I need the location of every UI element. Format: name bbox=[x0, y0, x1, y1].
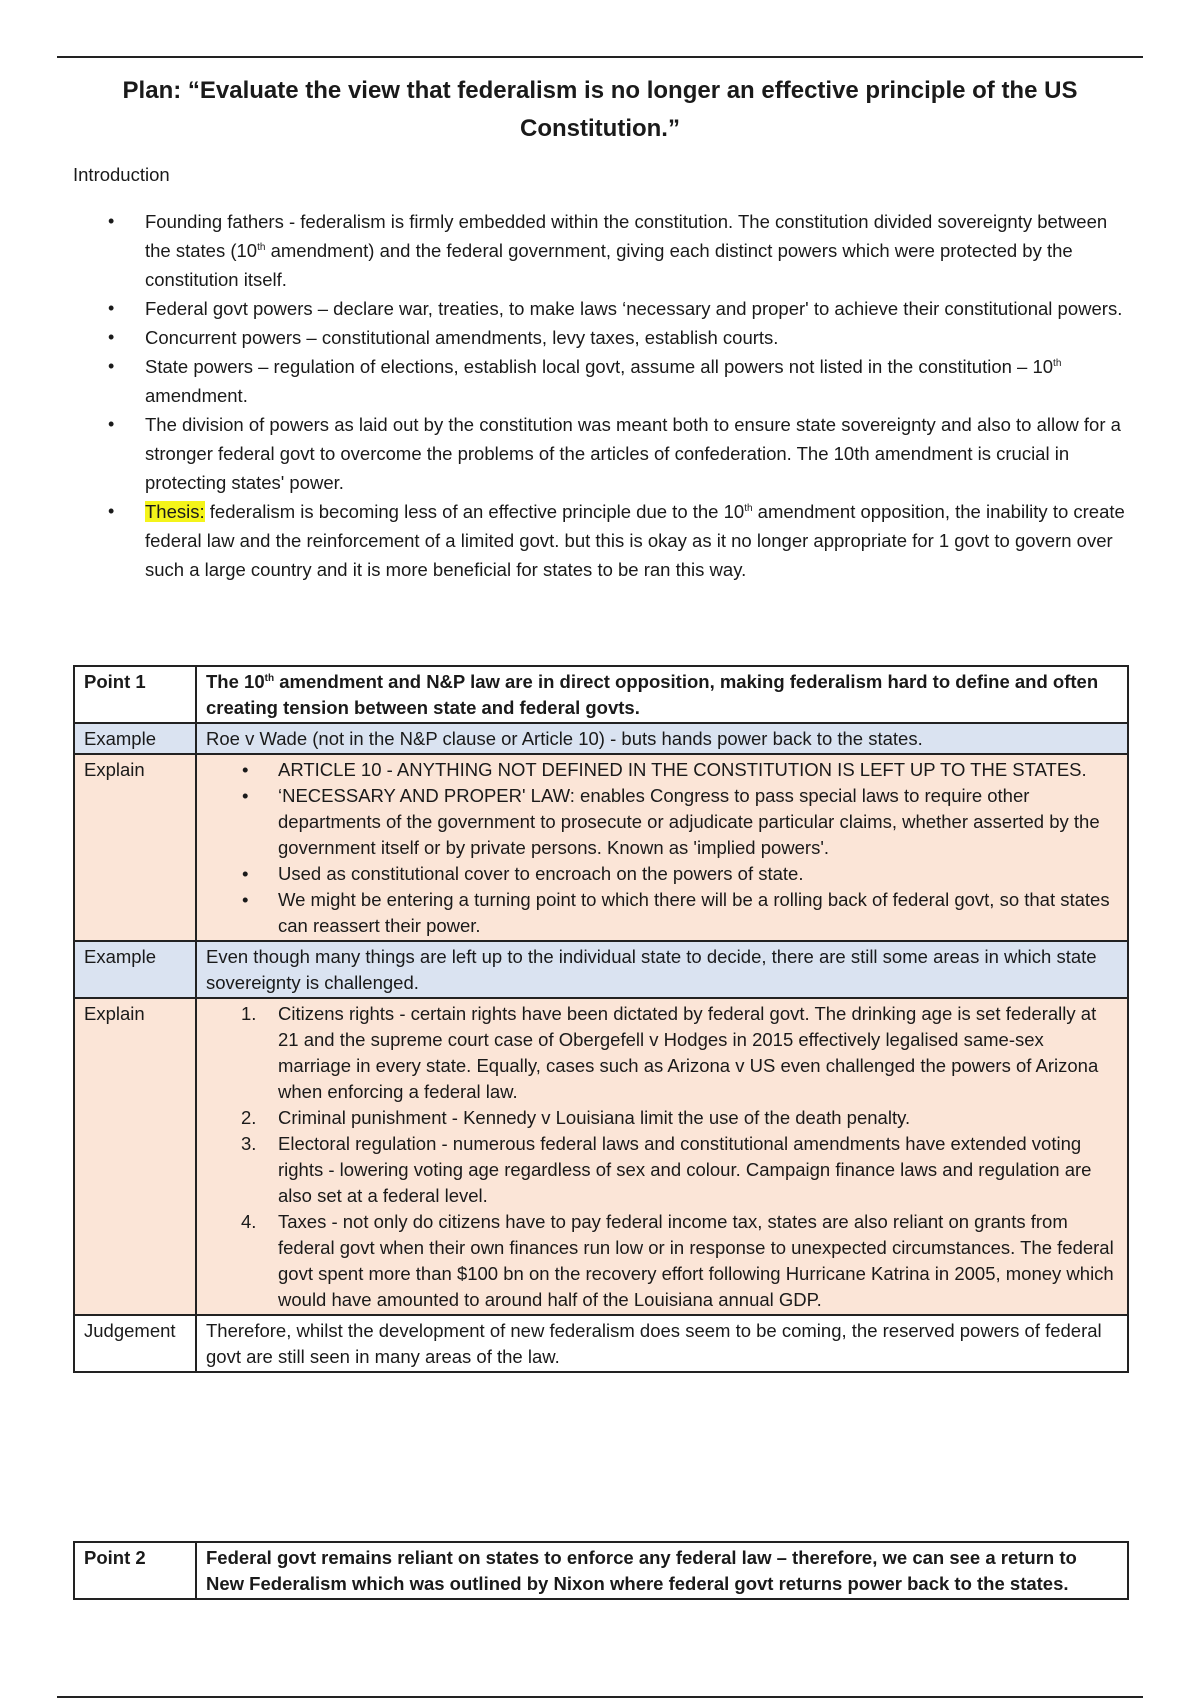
top-rule bbox=[57, 56, 1143, 58]
example-row-1 bbox=[74, 723, 1128, 754]
bullet-icon: • bbox=[108, 356, 115, 376]
bullet-icon: • bbox=[108, 298, 115, 318]
bullet-icon: • bbox=[108, 211, 115, 231]
judgement-text: Therefore, whilst the development of new federalism does seem to be coming, the reserved powers of federal govt are still seen in many areas of the law. bbox=[196, 1315, 1128, 1372]
superscript: th bbox=[1053, 357, 1062, 369]
list-item-text: ‘NECESSARY AND PROPER' LAW: enables Congress to pass special laws to require other departments of the government to prosecute or adjudicate particular claims, whether asserted by the government itself or by private persons. Known as 'implied powers'. bbox=[278, 785, 1100, 858]
list-item-text: ARTICLE 10 - ANYTHING NOT DEFINED IN THE CONSTITUTION IS LEFT UP TO THE STATES. bbox=[278, 759, 1087, 780]
point-2-label: Point 2 bbox=[74, 1542, 196, 1599]
list-item-text: Electoral regulation - numerous federal laws and constitutional amendments have extended voting rights - lowering voting age regardless of sex and colour. Campaign finance laws and regulation are also set at a federal level. bbox=[278, 1133, 1092, 1206]
heading-text: The 10 bbox=[206, 671, 265, 692]
introduction-list bbox=[0, 207, 1200, 584]
explain-bullet-list bbox=[206, 757, 1119, 939]
page-title: Plan: “Evaluate the view that federalism is no longer an effective principle of the US Constitution.” bbox=[122, 77, 1078, 142]
intro-point-text: amendment) and the federal government, giving each distinct powers which were protected by the constitution itself. bbox=[145, 240, 1073, 290]
list-item bbox=[206, 887, 1119, 939]
point-1-row bbox=[74, 666, 1128, 723]
explain-numbered-list bbox=[206, 1001, 1119, 1313]
intro-point-text: Concurrent powers – constitutional amendments, levy taxes, establish courts. bbox=[145, 327, 779, 348]
point-1-label: Point 1 bbox=[74, 666, 196, 723]
explain-row-2 bbox=[74, 998, 1128, 1315]
list-item-text: We might be entering a turning point to which there will be a rolling back of federal govt, so that states can reassert their power. bbox=[278, 889, 1110, 936]
list-item-text: Criminal punishment - Kennedy v Louisiana limit the use of the death penalty. bbox=[278, 1107, 911, 1128]
intro-point-4 bbox=[0, 352, 1200, 410]
list-item bbox=[206, 1131, 1119, 1209]
intro-point-text: amendment. bbox=[145, 385, 248, 406]
intro-point-text: The division of powers as laid out by the constitution was meant both to ensure state sovereignty and also to allow for a stronger federal govt to overcome the problems of the articles of confederation. The 10th amendment is crucial in protecting states' power. bbox=[145, 414, 1121, 493]
intro-point-text: Federal govt powers – declare war, treaties, to make laws ‘necessary and proper' to achieve their constitutional powers. bbox=[145, 298, 1123, 319]
list-number: 4. bbox=[241, 1211, 257, 1232]
bullet-icon: • bbox=[108, 501, 115, 521]
list-item bbox=[206, 1105, 1119, 1131]
intro-point-2 bbox=[0, 294, 1200, 323]
example-label: Example bbox=[74, 723, 196, 754]
superscript: th bbox=[264, 672, 275, 684]
bullet-icon: • bbox=[242, 889, 249, 910]
introduction-heading: Introduction bbox=[73, 164, 170, 185]
explain-label: Explain bbox=[74, 754, 196, 941]
list-item bbox=[206, 757, 1119, 783]
explain-label: Explain bbox=[74, 998, 196, 1315]
judgement-label: Judgement bbox=[74, 1315, 196, 1372]
superscript: th bbox=[257, 241, 266, 253]
bullet-icon: • bbox=[108, 414, 115, 434]
judgement-row bbox=[74, 1315, 1128, 1372]
intro-point-3 bbox=[0, 323, 1200, 352]
bottom-rule bbox=[57, 1696, 1143, 1698]
list-number: 1. bbox=[241, 1003, 257, 1024]
point-1-heading bbox=[196, 666, 1128, 723]
intro-point-1 bbox=[0, 207, 1200, 294]
example-text: Even though many things are left up to the individual state to decide, there are still some areas in which state sovereignty is challenged. bbox=[196, 941, 1128, 998]
explain-content bbox=[196, 998, 1128, 1315]
thesis-label: Thesis: bbox=[145, 501, 205, 522]
thesis-text: amendment opposition, the inability to create federal law and the reinforcement of a limited govt. but this is okay as it no longer appropriate for 1 govt to govern over such a large country and it is more beneficial for states to be ran this way. bbox=[145, 501, 1125, 580]
list-item-text: Used as constitutional cover to encroach on the powers of state. bbox=[278, 863, 804, 884]
example-label: Example bbox=[74, 941, 196, 998]
bullet-icon: • bbox=[242, 759, 249, 780]
list-item-text: Citizens rights - certain rights have been dictated by federal govt. The drinking age is set federally at 21 and the supreme court case of Obergefell v Hodges in 2015 effectively legalised same-sex marriage in every state. Equally, cases such as Arizona v US even challenged the powers of Arizona when enforcing a federal law. bbox=[278, 1003, 1099, 1102]
list-item bbox=[206, 783, 1119, 861]
list-item bbox=[206, 1001, 1119, 1105]
point-2-table bbox=[73, 1541, 1129, 1600]
list-number: 2. bbox=[241, 1107, 257, 1128]
heading-text: amendment and N&P law are in direct opposition, making federalism hard to define and often creating tension between state and federal govts. bbox=[206, 671, 1099, 718]
example-text: Roe v Wade (not in the N&P clause or Article 10) - buts hands power back to the states. bbox=[196, 723, 1128, 754]
bullet-icon: • bbox=[242, 785, 249, 806]
intro-point-text: Founding fathers - federalism is firmly embedded within the constitution. The constitution divided sovereignty between the states (10 bbox=[145, 211, 1108, 261]
bullet-icon: • bbox=[242, 863, 249, 884]
list-item bbox=[206, 1209, 1119, 1313]
list-item bbox=[206, 861, 1119, 887]
explain-content bbox=[196, 754, 1128, 941]
explain-row-1 bbox=[74, 754, 1128, 941]
point-1-table bbox=[73, 665, 1129, 1373]
point-2-row bbox=[74, 1542, 1128, 1599]
intro-point-text: State powers – regulation of elections, establish local govt, assume all powers not listed in the constitution – 10 bbox=[145, 356, 1054, 377]
example-row-2 bbox=[74, 941, 1128, 998]
list-number: 3. bbox=[241, 1133, 257, 1154]
point-2-heading: Federal govt remains reliant on states to enforce any federal law – therefore, we can see a return to New Federalism which was outlined by Nixon where federal govt returns power back to the states. bbox=[196, 1542, 1128, 1599]
thesis-text: federalism is becoming less of an effective principle due to the 10 bbox=[204, 501, 745, 522]
intro-thesis bbox=[0, 497, 1200, 584]
superscript: th bbox=[744, 502, 753, 514]
intro-point-5 bbox=[0, 410, 1200, 497]
list-item-text: Taxes - not only do citizens have to pay federal income tax, states are also reliant on grants from federal govt when their own finances run low or in response to unexpected circumstances. The federal govt spent more than $100 bn on the recovery effort following Hurricane Katrina in 2005, money which would have amounted to around half of the Louisiana annual GDP. bbox=[278, 1211, 1114, 1310]
bullet-icon: • bbox=[108, 327, 115, 347]
